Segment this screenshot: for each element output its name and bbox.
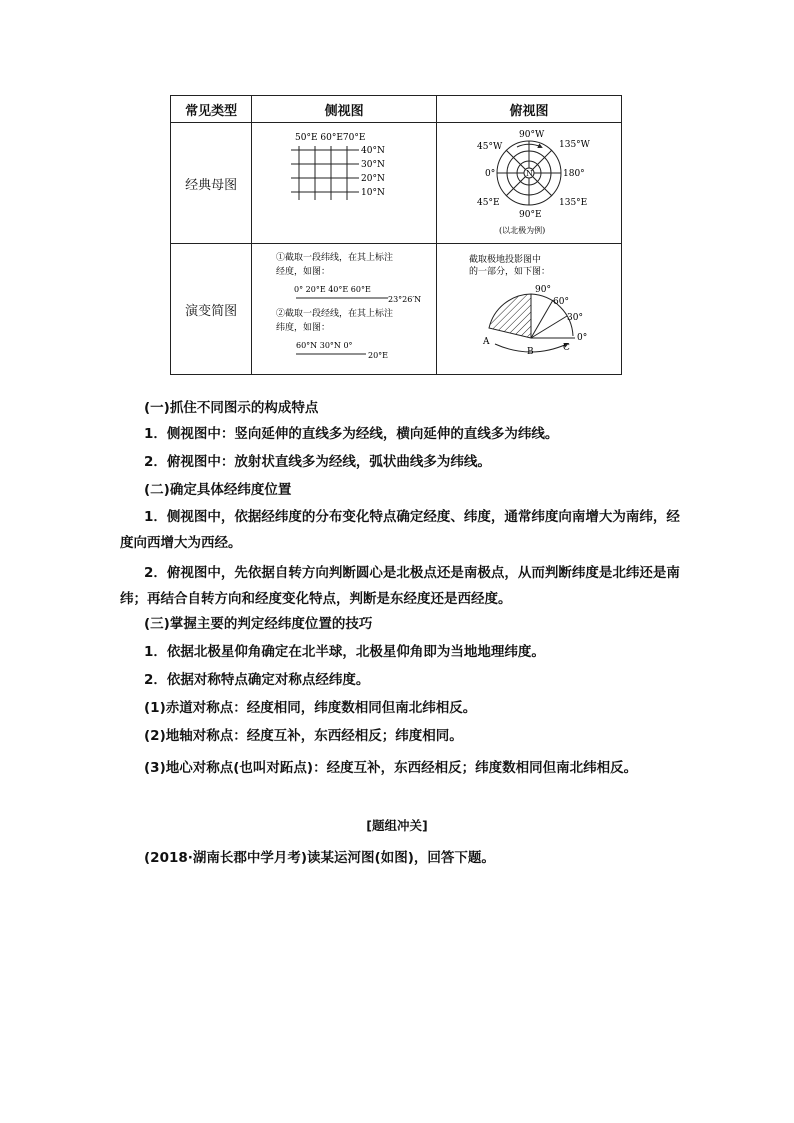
header-type: 常见类型: [171, 96, 252, 123]
lat-line-end: 20°E: [368, 351, 389, 360]
polar-label-135w: 135°W: [559, 140, 590, 150]
section-2-title: (二)确定具体经纬度位置: [144, 482, 292, 498]
section-1-point-1: 1．侧视图中：竖向延伸的直线多为经线，横向延伸的直线多为纬线。: [144, 426, 559, 442]
lat-label-40: 40°N: [361, 146, 385, 156]
section-3-sub-1: (1)赤道对称点：经度相同，纬度数相同但南北纬相反。: [144, 700, 477, 716]
polar-label-90w: 90°W: [519, 130, 545, 140]
lon-line-labels: 0° 20°E 40°E 60°E: [294, 285, 371, 294]
header-top-view: 俯视图: [437, 96, 622, 123]
side-simple-cell: [252, 244, 437, 375]
point-c: C: [563, 343, 570, 353]
side-grid-cell: [252, 123, 437, 244]
section-1-title: (一)抓住不同图示的构成特点: [144, 400, 319, 416]
lat-long-diagram-table: [170, 95, 622, 375]
section-2-point-1: 1．侧视图中，依据经纬度的分布变化特点确定经度、纬度，通常纬度向南增大为南纬，经度向西增大为西经。: [120, 509, 680, 551]
practice-intro: (2018·湖南长郡中学月考)读某运河图(如图)，回答下题。: [144, 850, 495, 866]
grid-top-labels: 50°E 60°E70°E: [295, 133, 366, 143]
polar-label-45w: 45°W: [477, 142, 503, 152]
lat-label-10: 10°N: [361, 188, 385, 198]
section-2: [120, 480, 680, 612]
section-3-sub-2: (2)地轴对称点：经度互补，东西经相反；纬度相同。: [144, 728, 463, 744]
angle-60: 60°: [553, 297, 569, 307]
angle-30: 30°: [567, 313, 583, 323]
row-simplified-type: 演变简图: [171, 244, 252, 375]
polar-label-0: 0°: [485, 169, 496, 179]
polar-label-90e: 90°E: [519, 210, 542, 220]
angle-0: 0°: [577, 333, 588, 343]
step2-text: ②截取一段经线，在其上标注: [276, 309, 394, 319]
lat-label-30: 30°N: [361, 160, 385, 170]
step1-text: ①截取一段纬线，在其上标注: [276, 253, 394, 263]
point-b: B: [527, 347, 534, 357]
section-1-point-2: 2．俯视图中：放射状直线多为经线，弧状曲线多为纬线。: [144, 454, 491, 470]
section-3-point-1: 1．依据北极星仰角确定在北半球，北极星仰角即为当地地理纬度。: [144, 644, 545, 660]
polar-note: (以北极为例): [499, 226, 546, 235]
top-simple-figure: [439, 248, 619, 370]
practice-heading: [题组冲关]: [366, 818, 428, 833]
lon-line-end: 23°26′N: [388, 295, 422, 304]
point-a: A: [483, 337, 490, 347]
top-simple-text1: 截取极地投影图中: [469, 255, 542, 265]
side-simple-figure: [254, 248, 434, 370]
polar-label-45e: 45°E: [477, 198, 500, 208]
lat-line-labels: 60°N 30°N 0°: [296, 341, 353, 350]
section-3-title: (三)掌握主要的判定经纬度位置的技巧: [144, 616, 373, 632]
row-classic-type: 经典母图: [171, 123, 252, 244]
polar-projection-figure: [439, 127, 619, 239]
section-2-point-2: 2．俯视图中，先依据自转方向判断圆心是北极点还是南极点，从而判断纬度是北纬还是南纬；再结合自转方向和经度变化特点，判断是东经度还是西经度。: [120, 565, 680, 607]
section-3-sub-3: (3)地心对称点(也叫对跖点)：经度互补，东西经相反；纬度数相同但南北纬相反。: [144, 760, 638, 776]
polar-view-cell: [437, 123, 622, 244]
section-1: [120, 398, 680, 472]
angle-90: 90°: [535, 285, 551, 295]
top-simple-text2: 的一部分，如下图：: [469, 267, 551, 277]
polar-center-label: N: [526, 169, 534, 178]
top-simple-cell: [437, 244, 622, 375]
section-3-point-2: 2．依据对称特点确定对称点经纬度。: [144, 672, 370, 688]
polar-label-180: 180°: [563, 169, 585, 179]
header-side-view: 侧视图: [252, 96, 437, 123]
lat-label-20: 20°N: [361, 174, 385, 184]
section-3: [120, 614, 680, 778]
practice-block: [120, 848, 680, 868]
polar-label-135e: 135°E: [559, 198, 588, 208]
step2b-text: 纬度，如图：: [276, 323, 331, 333]
step1b-text: 经度，如图：: [276, 267, 331, 277]
side-grid-figure: [259, 128, 429, 238]
